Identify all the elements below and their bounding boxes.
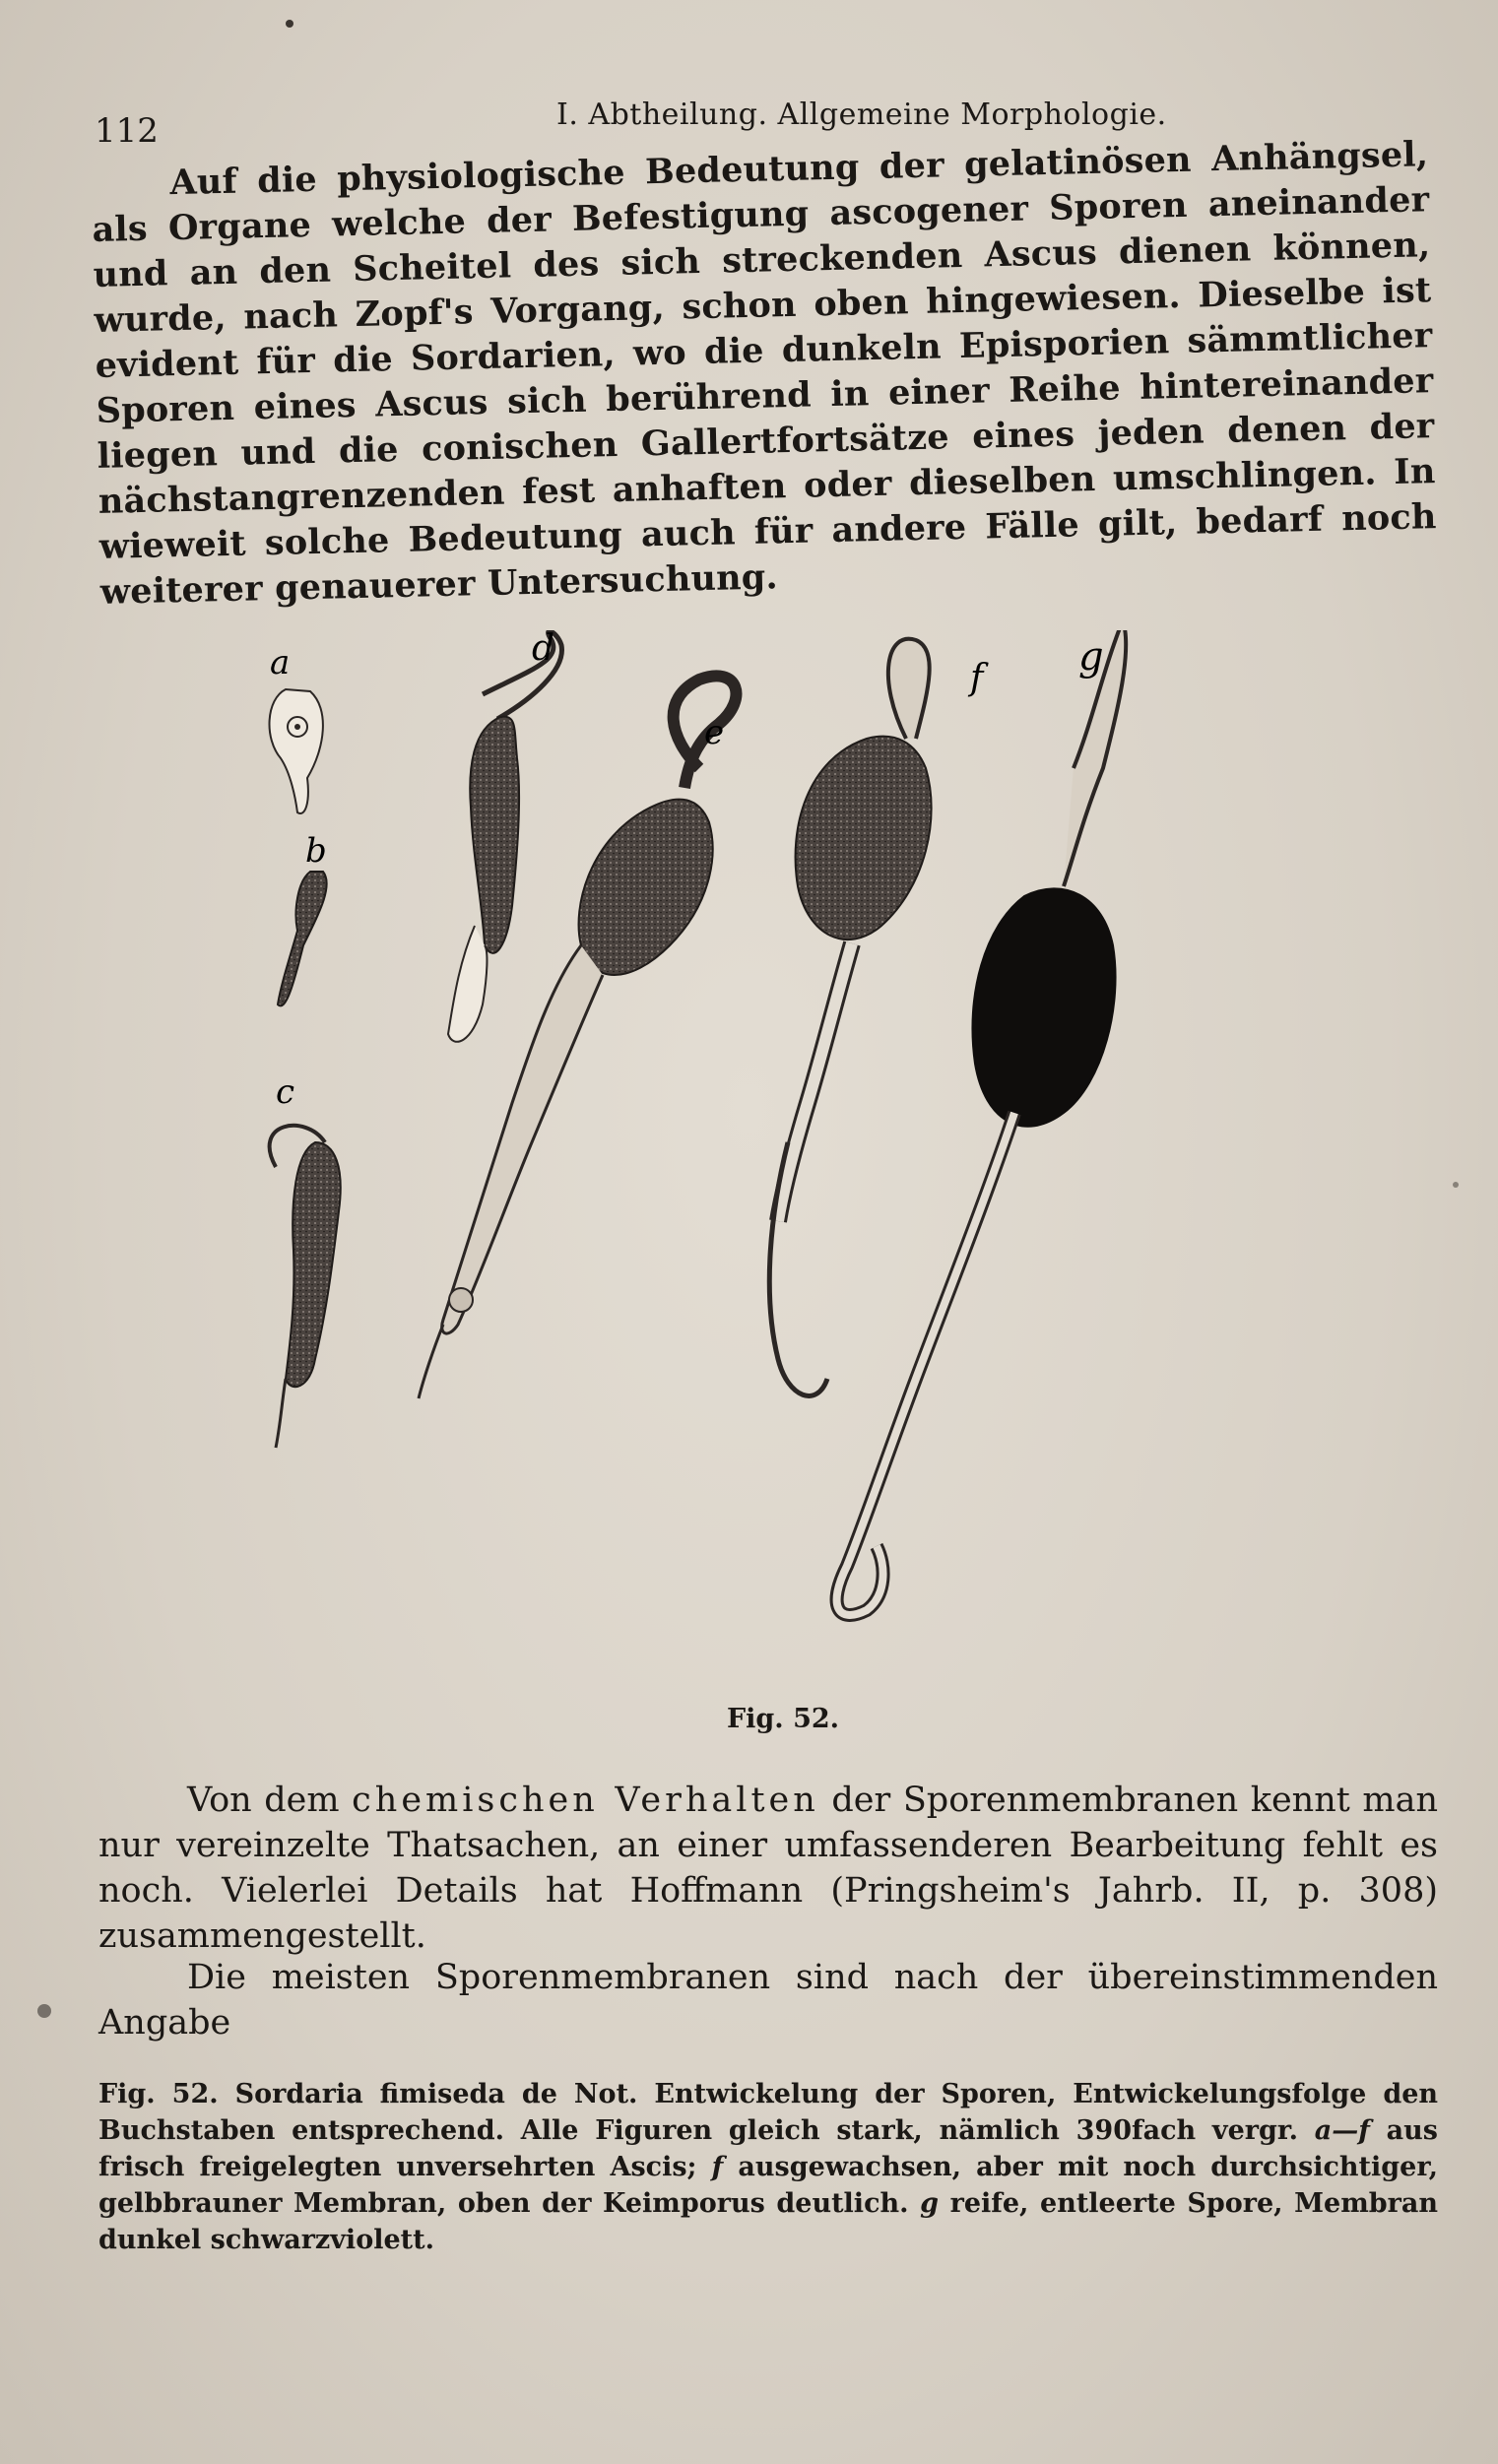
footnote-range: a—f	[1314, 2115, 1370, 2146]
paragraph-2-emphasis: chemischen Verhalten	[352, 1781, 819, 1820]
label-f: f	[970, 658, 984, 698]
label-g: g	[1078, 634, 1104, 680]
paragraph-1: Auf die physiologische Bedeutung der gelatinösen Anhängsel, als Organe welche der Befestigung ascogener Sporen aneinander und an den Scheitel des sich streckenden Ascus dienen können, wurde, nach Zopf's Vorgang, schon oben hingewiesen. Dieselbe ist evident für die Sordarien, wo die dunkeln Episporien sämmtlicher Sporen eines Ascus sich berührend in einer Reihe hintereinander liegen und die conischen Gallertfortsätze eines jeden denen der nächstangrenzenden fest anhaften oder dieselben umschlingen. In wieweit solche Bedeutung auch für andere Fälle gilt, bedarf noch weiterer genauerer Untersuchung.	[92, 134, 1437, 613]
footnote-f-label: f	[711, 2152, 724, 2182]
paragraph-2-lead: Von dem	[187, 1781, 340, 1820]
footnote-ref: Fig. 52.	[98, 2079, 219, 2109]
paragraph-3: Die meisten Sporenmembranen sind nach der übereinstimmenden Angabe	[98, 1958, 1438, 2043]
label-b: b	[305, 831, 327, 871]
ink-speck	[286, 20, 293, 28]
paragraph-2-rest: der Sporenmembranen kennt man nur vereinzelte Thatsachen, an einer umfassenderen Bearbeitung fehlt es noch. Vielerlei Details hat Hoffmann (Pringsheim's Jahrb. II, p. 308) zusammengestellt.	[98, 1781, 1438, 1956]
footnote-text-4: reife, entleerte Spore, Membran dunkel schwarzviolett.	[98, 2188, 1438, 2255]
label-e: e	[704, 713, 725, 752]
label-a: a	[270, 643, 291, 682]
figure-52	[236, 630, 1320, 1723]
figure-caption: Fig. 52.	[727, 1704, 840, 1734]
spore-d	[448, 631, 561, 1042]
spore-b	[278, 872, 327, 1005]
spore-a	[270, 689, 323, 813]
spore-illustration	[236, 630, 1320, 1723]
running-head: I. Abtheilung. Allgemeine Morphologie.	[556, 97, 1167, 132]
ink-speck	[1453, 1182, 1459, 1188]
footnote-text-3: ausgewachsen, aber mit noch durchsichtiger, gelbbrauner Membran, oben der Keimporus deutlich.	[98, 2152, 1439, 2219]
label-c: c	[276, 1072, 295, 1112]
paragraph-2	[98, 1778, 1438, 1959]
label-d: d	[532, 630, 555, 669]
spore-c	[270, 1126, 341, 1448]
figure-footnote	[98, 2076, 1438, 2258]
footnote-text-1: Sordaria fimiseda de Not. Entwickelung der Sporen, Entwickelungsfolge den Buchstaben entsprechend. Alle Figuren gleich stark, nämlich 390fach vergr.	[98, 2079, 1439, 2146]
page-number: 112	[95, 111, 159, 151]
footnote-g-label: g	[920, 2188, 940, 2219]
spore-f	[778, 639, 932, 1221]
footnote-text-2: aus frisch freigelegten unversehrten Ascis;	[98, 2115, 1438, 2182]
ink-speck	[37, 2004, 51, 2018]
